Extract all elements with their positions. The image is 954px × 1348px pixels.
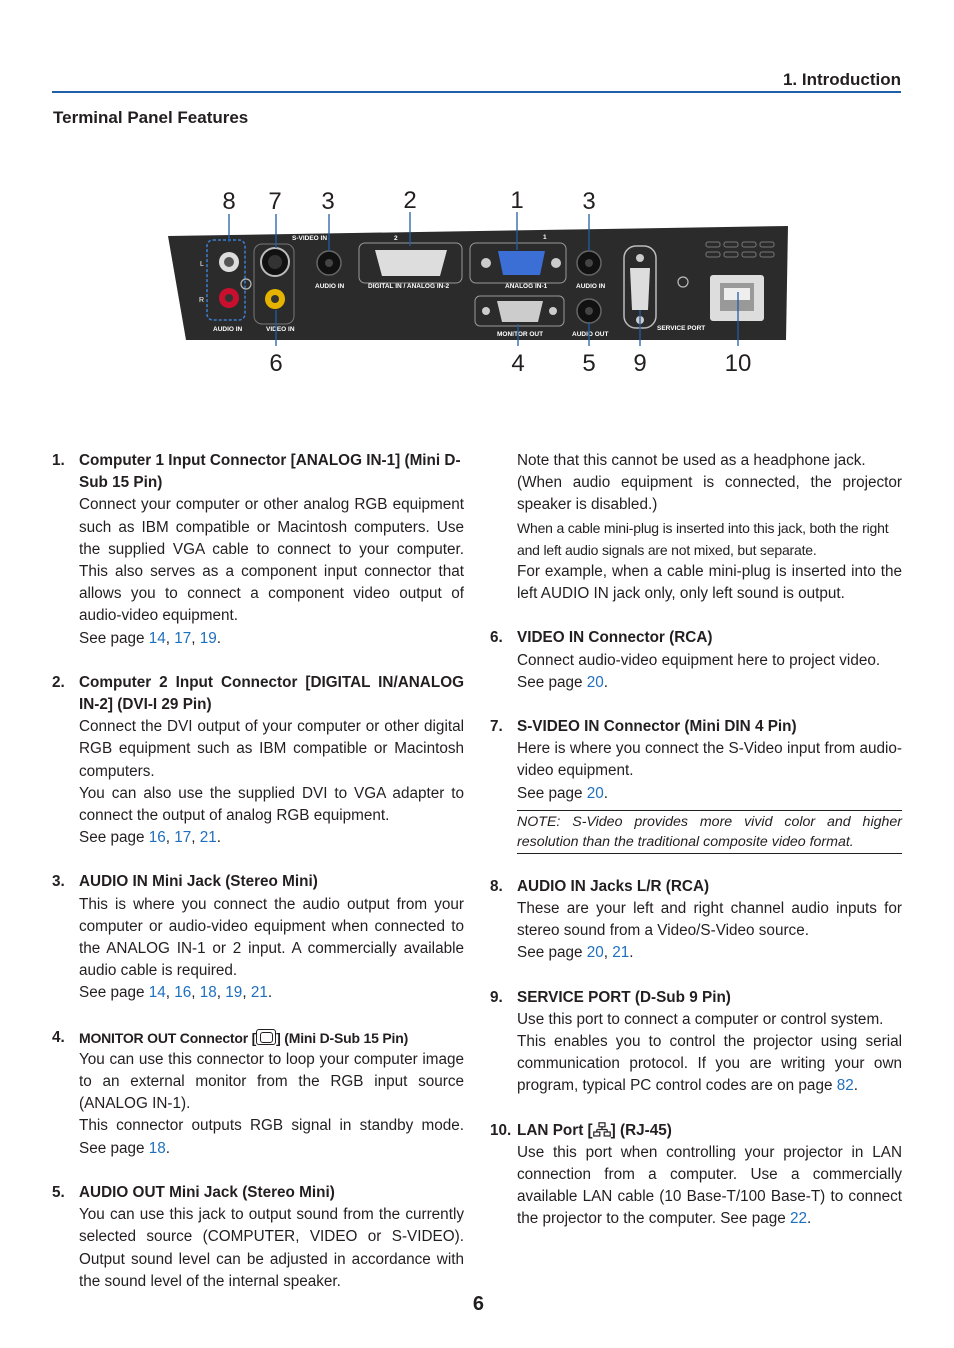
- note-box: NOTE: S-Video provides more vivid color and higher resolution than the traditional composite video format.: [517, 810, 902, 854]
- item-body: Connect the DVI output of your computer or other digital RGB equipment such as IBM compatible or Macintosh computers.: [79, 718, 464, 780]
- page-link[interactable]: 22: [789, 1210, 807, 1228]
- page-link[interactable]: 20: [586, 784, 604, 802]
- page-link[interactable]: 18: [199, 984, 217, 1002]
- service-port-connector: [630, 268, 650, 310]
- item-body: You can use this jack to output sound from the currently selected source (COMPUTER, VIDEO or S-VIDEO). Output sound level can be adjusted in accordance with the sound level of the internal speaker.: [79, 1206, 464, 1290]
- page-link[interactable]: 20: [586, 673, 604, 691]
- callout-4: 4: [511, 350, 525, 377]
- item-heading: AUDIO OUT Mini Jack (Stereo Mini): [79, 1183, 335, 1201]
- item-body: Use this port to connect a computer or control system.: [517, 1010, 884, 1028]
- label-audio-out: AUDIO OUT: [572, 331, 609, 338]
- page-number: 6: [472, 1293, 484, 1315]
- item-body: You can use this connector to loop your computer image to an external monitor from the RGB input source (ANALOG IN-1).: [79, 1050, 464, 1113]
- label-r: R: [199, 297, 205, 304]
- label-audio-in-2: AUDIO IN: [576, 283, 606, 290]
- terminal-panel-svg: [0, 180, 954, 400]
- label-service-port: SERVICE PORT: [657, 325, 706, 332]
- item-body: This is where you connect the audio output from your computer or audio-video equipment when connected to the ANALOG IN-1 or 2 input. A commercially available audio cable is required.: [79, 895, 464, 980]
- item-body-6: For example, when a cable mini-plug is inserted into the left AUDIO IN jack only, only left sound is output.: [517, 563, 902, 603]
- label-audio-in-3: AUDIO IN: [213, 326, 243, 333]
- callout-8: 8: [222, 188, 236, 215]
- item-number: 5.: [52, 1183, 65, 1201]
- item-number: 3.: [52, 873, 65, 891]
- page-link[interactable]: 21: [250, 984, 268, 1002]
- item-heading: VIDEO IN Connector (RCA): [517, 629, 713, 647]
- item-body-5: When a cable mini-plug is inserted into this jack, both the right and left audio signals are not mixed, but separate.: [517, 519, 889, 558]
- item-heading: Computer 2 Input Connector [DIGITAL IN/ANALOG IN-2] (DVI-I 29 Pin): [79, 673, 464, 714]
- feature-item-1: [52, 450, 464, 650]
- item-body: Here is where you connect the S-Video input from audio-video equipment.: [517, 740, 902, 780]
- left-column: [52, 450, 464, 1293]
- item-body: These are your left and right channel audio inputs for stereo sound from a Video/S-Video source.: [517, 900, 902, 940]
- item-body-4: (When audio equipment is connected, the projector speaker is disabled.): [517, 474, 902, 514]
- callout-10: 10: [724, 350, 752, 377]
- item-heading: AUDIO IN Jacks L/R (RCA): [517, 877, 710, 895]
- feature-item-2: [52, 672, 464, 850]
- label-monitor-out: MONITOR OUT: [497, 331, 544, 338]
- page-link[interactable]: 19: [199, 629, 217, 647]
- label-analog-in: ANALOG IN-1: [505, 283, 548, 290]
- dvi-connector: [375, 250, 447, 276]
- section-title: Terminal Panel Features: [53, 108, 249, 127]
- analog-in-1-connector: [498, 251, 545, 275]
- right-column: [490, 450, 902, 1231]
- feature-item-3: [52, 871, 464, 1004]
- page-link[interactable]: 16: [174, 984, 192, 1002]
- item-body-3: Note that this cannot be used as a headphone jack.: [517, 452, 866, 469]
- item-body-2: This enables you to control the projector using serial communication protocol. If you are writing your own program, typical PC control codes are on page 82.: [517, 1033, 902, 1095]
- label-digital-in: DIGITAL IN / ANALOG IN-2: [368, 283, 450, 290]
- item-body-2: You can also use the supplied DVI to VGA adapter to connect the output of analog RGB equipment.: [79, 784, 464, 825]
- page-link[interactable]: 82: [836, 1077, 854, 1095]
- feature-item-9: [490, 987, 902, 1098]
- callout-9: 9: [633, 350, 647, 377]
- callout-3-left: 3: [321, 188, 335, 215]
- item-number: 7.: [490, 718, 503, 736]
- see-page: See page 14, 17, 19.: [79, 629, 222, 647]
- item-body: Use this port when controlling your projector in LAN connection from a computer. Use a commercially available LAN cable (10 Base-T/100 Base-T) to connect the projector to the computer. See page 22.: [517, 1143, 902, 1228]
- item-body: Connect audio-video equipment here to project video.: [517, 651, 881, 669]
- feature-item-5: [52, 1182, 464, 1293]
- page-link[interactable]: 20: [586, 944, 604, 962]
- see-page: See page 14, 16, 18, 19, 21.: [79, 984, 273, 1002]
- item-heading: S-VIDEO IN Connector (Mini DIN 4 Pin): [517, 718, 797, 736]
- item-body-2: This connector outputs RGB signal in standby mode. See page 18.: [79, 1117, 464, 1157]
- monitor-icon: [256, 1029, 276, 1045]
- feature-item-6: [490, 627, 902, 694]
- callout-5: 5: [582, 350, 596, 377]
- page-link[interactable]: 19: [225, 984, 243, 1002]
- see-page: See page 20.: [517, 673, 609, 691]
- callout-7: 7: [268, 188, 282, 215]
- page-link[interactable]: 14: [148, 629, 166, 647]
- callout-2: 2: [403, 187, 417, 214]
- page-link[interactable]: 21: [612, 944, 630, 962]
- item-number: 1.: [52, 452, 65, 469]
- callout-6: 6: [269, 350, 283, 377]
- terminal-panel-diagram: [0, 180, 954, 400]
- item-heading: MONITOR OUT Connector [ ] (Mini D-Sub 15 Pin): [79, 1029, 409, 1046]
- item-heading: SERVICE PORT (D-Sub 9 Pin): [517, 988, 731, 1006]
- feature-item-7: [490, 716, 902, 854]
- page-link[interactable]: 17: [174, 829, 192, 847]
- label-s-video-in: S-VIDEO IN: [292, 235, 328, 242]
- callout-3-right: 3: [582, 188, 596, 215]
- page-link[interactable]: 17: [174, 629, 192, 647]
- page-link[interactable]: 16: [148, 829, 166, 847]
- see-page: See page 20.: [517, 784, 609, 802]
- chapter-title: 1. Introduction: [782, 70, 901, 89]
- item-number: 10.: [490, 1121, 512, 1139]
- see-page: See page 16, 17, 21.: [79, 829, 222, 847]
- label-audio-in-1: AUDIO IN: [315, 283, 345, 290]
- item-number: 2.: [52, 673, 65, 691]
- feature-item-8: [490, 876, 902, 965]
- label-analog-num: 1: [543, 234, 547, 241]
- feature-item-5-continued: [490, 450, 902, 605]
- item-number: 9.: [490, 988, 503, 1006]
- lan-icon: [593, 1122, 611, 1137]
- page-link[interactable]: 14: [148, 984, 166, 1002]
- header-rule: [52, 91, 901, 93]
- item-body: Connect your computer or other analog RGB equipment such as IBM compatible or Macintosh computers. Use the supplied VGA cable to connect to your computer. This also serves as a component input connector that allows you to connect a component video output of audio-video equipment.: [79, 496, 464, 625]
- page-link[interactable]: 18: [148, 1139, 166, 1157]
- feature-item-4: [52, 1027, 464, 1160]
- item-heading: Computer 1 Input Connector [ANALOG IN-1] (Mini D-Sub 15 Pin): [79, 452, 461, 492]
- feature-item-10: [490, 1120, 902, 1231]
- callout-1: 1: [510, 187, 524, 214]
- item-heading: LAN Port [ ] (RJ-45): [517, 1121, 672, 1139]
- label-dvi-num: 2: [394, 235, 398, 242]
- item-heading: AUDIO IN Mini Jack (Stereo Mini): [79, 873, 318, 891]
- see-page: See page 20, 21.: [517, 944, 634, 962]
- monitor-out-connector: [497, 301, 543, 322]
- item-number: 8.: [490, 877, 503, 895]
- item-number: 6.: [490, 629, 503, 647]
- page-link[interactable]: 21: [199, 829, 217, 847]
- label-video-in: VIDEO IN: [266, 326, 295, 333]
- item-number: 4.: [52, 1028, 65, 1046]
- label-l: L: [200, 261, 204, 268]
